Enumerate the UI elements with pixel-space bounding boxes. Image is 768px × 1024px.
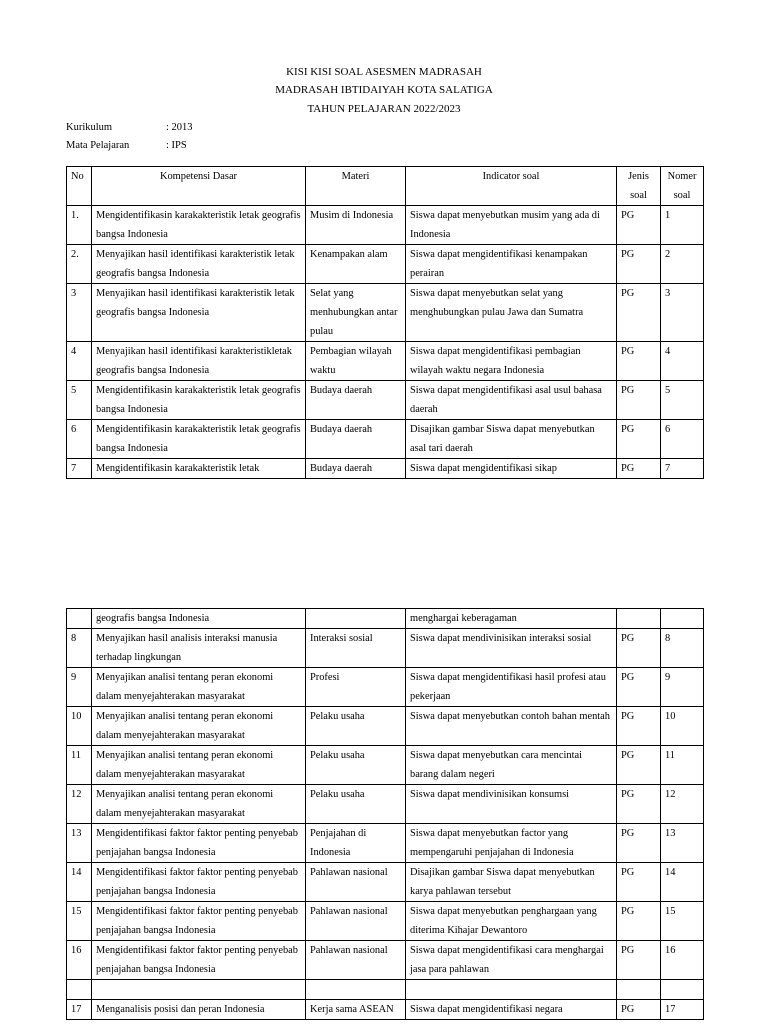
cell-indikator: Siswa dapat menyebutkan contoh bahan mentah: [406, 707, 617, 746]
table-body-page1: [67, 206, 704, 479]
cell-nomer-soal: 3: [661, 284, 704, 342]
table-row: [67, 941, 704, 980]
cell-jenis-soal: PG: [617, 707, 661, 746]
cell-kompetensi-dasar: Mengidentifikasi faktor faktor penting penyebab penjajahan bangsa Indonesia: [92, 941, 306, 980]
cell-no: 5: [67, 381, 92, 420]
document-title: KISI KISI SOAL ASESMEN MADRASAH: [286, 66, 482, 78]
cell-no: 13: [67, 824, 92, 863]
cell-materi: Profesi: [306, 668, 406, 707]
cell-jenis-soal: PG: [617, 824, 661, 863]
cell-kompetensi-dasar: Menyajikan hasil analisis interaksi manusia terhadap lingkungan: [92, 629, 306, 668]
cell-kompetensi-dasar: Menyajikan analisi tentang peran ekonomi dalam menyejahterakan masyarakat: [92, 785, 306, 824]
header-nomer-soal: Nomer soal: [661, 167, 704, 206]
table-row: [67, 381, 704, 420]
table-row: [67, 1000, 704, 1020]
cell-nomer-soal: 7: [661, 459, 704, 479]
cell-materi: [306, 980, 406, 1000]
cell-indikator: Siswa dapat mendivinisikan interaksi sosial: [406, 629, 617, 668]
academic-year: TAHUN PELAJARAN 2022/2023: [307, 103, 461, 115]
kurikulum-row: [66, 122, 193, 133]
cell-indikator: Disajikan gambar Siswa dapat menyebutkan karya pahlawan tersebut: [406, 863, 617, 902]
cell-kompetensi-dasar: Menyajikan analisi tentang peran ekonomi dalam menyejahterakan masyarakat: [92, 707, 306, 746]
cell-materi: [306, 609, 406, 629]
cell-nomer-soal: 11: [661, 746, 704, 785]
cell-no: 1.: [67, 206, 92, 245]
cell-nomer-soal: 12: [661, 785, 704, 824]
mapel-row: [66, 140, 187, 151]
cell-no: 7: [67, 459, 92, 479]
cell-indikator: Siswa dapat menyebutkan selat yang menghubungkan pulau Jawa dan Sumatra: [406, 284, 617, 342]
kurikulum-label: Kurikulum: [66, 122, 113, 133]
cell-kompetensi-dasar: Menyajikan hasil identifikasi karakteristikletak geografis bangsa Indonesia: [92, 342, 306, 381]
cell-kompetensi-dasar: Mengidentifikasin karakakteristik letak geografis bangsa Indonesia: [92, 420, 306, 459]
cell-kompetensi-dasar: Menganalisis posisi dan peran Indonesia: [92, 1000, 306, 1020]
cell-indikator: Siswa dapat menyebutkan penghargaan yang diterima Kihajar Dewantoro: [406, 902, 617, 941]
school-name: MADRASAH IBTIDAIYAH KOTA SALATIGA: [275, 84, 493, 96]
cell-nomer-soal: 16: [661, 941, 704, 980]
cell-materi: Pelaku usaha: [306, 707, 406, 746]
cell-materi: Pahlawan nasional: [306, 941, 406, 980]
header-materi: Materi: [306, 167, 406, 206]
cell-nomer-soal: 15: [661, 902, 704, 941]
cell-jenis-soal: PG: [617, 342, 661, 381]
cell-indikator: Siswa dapat mengidentifikasi negara: [406, 1000, 617, 1020]
cell-materi: Budaya daerah: [306, 420, 406, 459]
cell-jenis-soal: PG: [617, 629, 661, 668]
cell-indikator: Siswa dapat mengidentifikasi asal usul bahasa daerah: [406, 381, 617, 420]
cell-nomer-soal: 8: [661, 629, 704, 668]
cell-jenis-soal: [617, 609, 661, 629]
cell-nomer-soal: 10: [661, 707, 704, 746]
cell-kompetensi-dasar: Menyajikan hasil identifikasi karakteristik letak geografis bangsa Indonesia: [92, 245, 306, 284]
cell-kompetensi-dasar: Mengidentifikasi faktor faktor penting penyebab penjajahan bangsa Indonesia: [92, 902, 306, 941]
header-indikator: Indicator soal: [406, 167, 617, 206]
table-row: [67, 420, 704, 459]
table-row: [67, 902, 704, 941]
cell-materi: Musim di Indonesia: [306, 206, 406, 245]
cell-no: 8: [67, 629, 92, 668]
table-row: [67, 342, 704, 381]
mapel-value: : IPS: [166, 140, 187, 151]
cell-no: 14: [67, 863, 92, 902]
grid-table-page2: [66, 608, 704, 1020]
cell-kompetensi-dasar: Menyajikan analisi tentang peran ekonomi dalam menyejahterakan masyarakat: [92, 746, 306, 785]
cell-nomer-soal: 5: [661, 381, 704, 420]
cell-jenis-soal: PG: [617, 284, 661, 342]
cell-kompetensi-dasar: geografis bangsa Indonesia: [92, 609, 306, 629]
cell-nomer-soal: 6: [661, 420, 704, 459]
cell-materi: Kenampakan alam: [306, 245, 406, 284]
cell-nomer-soal: 1: [661, 206, 704, 245]
cell-no: 9: [67, 668, 92, 707]
table-row: [67, 980, 704, 1000]
header-no: No: [67, 167, 92, 206]
cell-no: 15: [67, 902, 92, 941]
cell-no: [67, 609, 92, 629]
table-row: [67, 629, 704, 668]
cell-materi: Pahlawan nasional: [306, 902, 406, 941]
cell-kompetensi-dasar: Mengidentifikasi faktor faktor penting penyebab penjajahan bangsa Indonesia: [92, 863, 306, 902]
cell-jenis-soal: PG: [617, 245, 661, 284]
cell-materi: Penjajahan di Indonesia: [306, 824, 406, 863]
table-row: [67, 609, 704, 629]
table-row: [67, 863, 704, 902]
cell-kompetensi-dasar: Mengidentifikasin karakakteristik letak geografis bangsa Indonesia: [92, 381, 306, 420]
table-header-row: [67, 167, 704, 206]
cell-kompetensi-dasar: [92, 980, 306, 1000]
cell-jenis-soal: PG: [617, 785, 661, 824]
cell-indikator: Siswa dapat mengidentifikasi kenampakan perairan: [406, 245, 617, 284]
cell-jenis-soal: PG: [617, 381, 661, 420]
cell-no: [67, 980, 92, 1000]
cell-kompetensi-dasar: Mengidentifikasin karakakteristik letak: [92, 459, 306, 479]
cell-materi: Pelaku usaha: [306, 785, 406, 824]
cell-jenis-soal: PG: [617, 746, 661, 785]
cell-no: 2.: [67, 245, 92, 284]
table-row: [67, 824, 704, 863]
table-row: [67, 707, 704, 746]
table-row: [67, 746, 704, 785]
table-row: [67, 245, 704, 284]
cell-nomer-soal: [661, 980, 704, 1000]
cell-jenis-soal: PG: [617, 1000, 661, 1020]
table-row: [67, 284, 704, 342]
cell-indikator: Siswa dapat menyebutkan factor yang mempengaruhi penjajahan di Indonesia: [406, 824, 617, 863]
cell-jenis-soal: PG: [617, 206, 661, 245]
cell-indikator: Siswa dapat mengidentifikasi hasil profesi atau pekerjaan: [406, 668, 617, 707]
cell-no: 10: [67, 707, 92, 746]
cell-materi: Interaksi sosial: [306, 629, 406, 668]
cell-materi: Selat yang menhubungkan antar pulau: [306, 284, 406, 342]
cell-kompetensi-dasar: Mengidentifikasi faktor faktor penting penyebab penjajahan bangsa Indonesia: [92, 824, 306, 863]
cell-nomer-soal: 2: [661, 245, 704, 284]
cell-no: 6: [67, 420, 92, 459]
cell-no: 17: [67, 1000, 92, 1020]
cell-nomer-soal: 9: [661, 668, 704, 707]
cell-jenis-soal: PG: [617, 459, 661, 479]
cell-kompetensi-dasar: Menyajikan hasil identifikasi karakteristik letak geografis bangsa Indonesia: [92, 284, 306, 342]
table-row: [67, 459, 704, 479]
table-body-page2: [67, 609, 704, 1020]
cell-nomer-soal: 17: [661, 1000, 704, 1020]
cell-materi: Pelaku usaha: [306, 746, 406, 785]
cell-nomer-soal: 14: [661, 863, 704, 902]
cell-materi: Kerja sama ASEAN: [306, 1000, 406, 1020]
cell-no: 11: [67, 746, 92, 785]
cell-indikator: Disajikan gambar Siswa dapat menyebutkan asal tari daerah: [406, 420, 617, 459]
cell-jenis-soal: PG: [617, 420, 661, 459]
cell-jenis-soal: PG: [617, 941, 661, 980]
cell-no: 16: [67, 941, 92, 980]
cell-indikator: Siswa dapat mengidentifikasi pembagian wilayah waktu negara Indonesia: [406, 342, 617, 381]
cell-indikator: Siswa dapat mengidentifikasi sikap: [406, 459, 617, 479]
cell-indikator: menghargai keberagaman: [406, 609, 617, 629]
cell-indikator: Siswa dapat menyebutkan musim yang ada di Indonesia: [406, 206, 617, 245]
cell-kompetensi-dasar: Mengidentifikasin karakakteristik letak geografis bangsa Indonesia: [92, 206, 306, 245]
cell-jenis-soal: [617, 980, 661, 1000]
cell-materi: Budaya daerah: [306, 459, 406, 479]
cell-indikator: Siswa dapat mendivinisikan konsumsi: [406, 785, 617, 824]
mapel-label: Mata Pelajaran: [66, 140, 130, 151]
cell-jenis-soal: PG: [617, 668, 661, 707]
cell-kompetensi-dasar: Menyajikan analisi tentang peran ekonomi dalam menyejahterakan masyarakat: [92, 668, 306, 707]
cell-materi: Pahlawan nasional: [306, 863, 406, 902]
cell-indikator: Siswa dapat menyebutkan cara mencintai barang dalam negeri: [406, 746, 617, 785]
table-row: [67, 668, 704, 707]
cell-indikator: [406, 980, 617, 1000]
header-jenis-soal: Jenis soal: [617, 167, 661, 206]
cell-no: 4: [67, 342, 92, 381]
cell-nomer-soal: 13: [661, 824, 704, 863]
cell-no: 3: [67, 284, 92, 342]
cell-nomer-soal: [661, 609, 704, 629]
table-row: [67, 785, 704, 824]
grid-table-page1: [66, 166, 704, 479]
cell-materi: Budaya daerah: [306, 381, 406, 420]
cell-jenis-soal: PG: [617, 863, 661, 902]
table-row: [67, 206, 704, 245]
kurikulum-value: : 2013: [166, 122, 193, 133]
header-kompetensi-dasar: Kompetensi Dasar: [92, 167, 306, 206]
cell-no: 12: [67, 785, 92, 824]
cell-jenis-soal: PG: [617, 902, 661, 941]
cell-indikator: Siswa dapat mengidentifikasi cara menghargai jasa para pahlawan: [406, 941, 617, 980]
cell-materi: Pembagian wilayah waktu: [306, 342, 406, 381]
cell-nomer-soal: 4: [661, 342, 704, 381]
